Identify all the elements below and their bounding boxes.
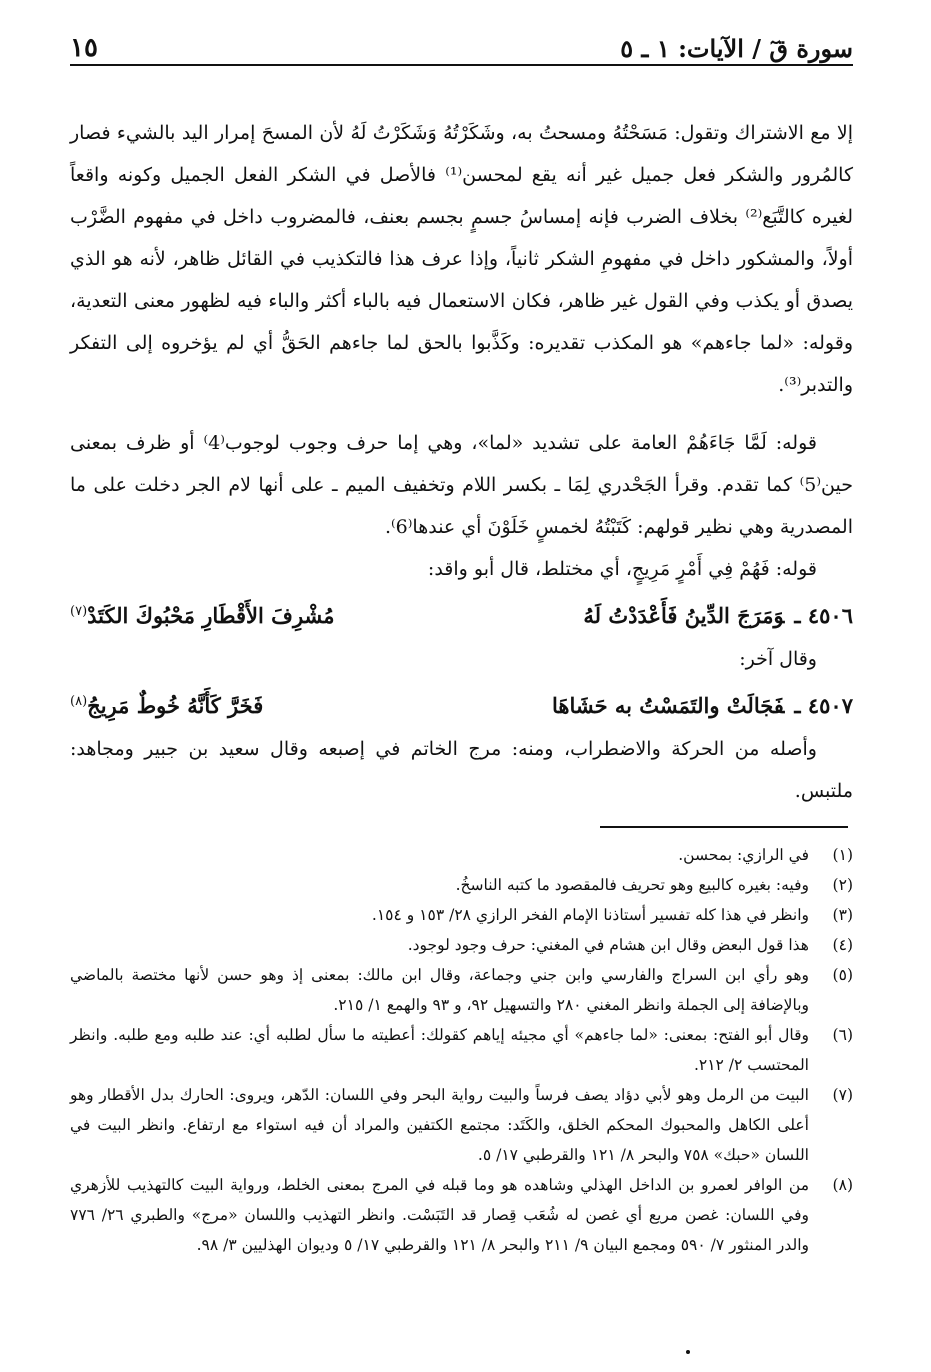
verse-second-hemistich: فَخَرَّ كَأَنَّهُ خُوطٌ مَرِيجُ$^{(٨)}$ bbox=[70, 693, 264, 718]
verse-first-hemistich: ٤٥٠٧ ـفَجَالَتْ والتَمَسْتُ به حَشَاهَا bbox=[551, 693, 853, 718]
footnote: (١) في الرازي: بمحسن. bbox=[678, 846, 853, 864]
paragraph: وأصله من الحركة والاضطراب، ومنه: مرج الخاتم في إصبعه وقال سعيد بن جبير ومجاهد: ملتبس. bbox=[70, 738, 853, 802]
footnote: (٧) البيت من الرمل وهو لأبي دؤاد يصف فرساً والبيت رواية البحر وفي اللسان: الدّهر، ويروى: الحارك بدل الأقطار وهو أعلى الكاهل والمحبوك المحكم الخلق، والكَتَد: مجتمع الكتفين والمراد أن فيه استواء مع ارتفاع. وانظر البيت في اللسان «حبك» ٧٥٨ والبحر ٨/ ١٢١ والقرطبي ١٧/ ٥. bbox=[70, 1086, 853, 1164]
running-title: سورة قٓ / الآيات: ١ ـ ٥ bbox=[620, 33, 853, 63]
main-text bbox=[70, 112, 853, 812]
footnote: (٣) وانظر في هذا كله تفسير أستاذنا الإمام الفخر الرازي ٢٨/ ١٥٣ و ١٥٤. bbox=[371, 906, 853, 924]
header-rule bbox=[70, 64, 853, 66]
footnote: (٨) من الوافر لعمرو بن الداخل الهذلي وشاهده هو وما قبله في المرج بمعنى الخلط، ورواية البيت كالتهذيب للأزهري وفي اللسان: غصن مريع أي غصن له شُعَب قِصار قد التَبَسْت. وانظر التهذيب واللسان «مرج» والطبري ٢٦/ ٧٧٦ والدر المنثور ٧/ ٥٩٠ ومجمع البيان ٩/ ٢١١ والبحر ٨/ ١٢١ والقرطبي ١٧/ ٥ وديوان الهذليين ٣/ ٩٨. bbox=[70, 1176, 853, 1254]
paragraph: قوله: فَهُمْ فِي أَمْرٍ مَرِيجٍ، أي مختلط، قال أبو واقد: bbox=[427, 558, 817, 580]
footnotes bbox=[70, 840, 853, 1260]
paragraph: وقال آخر: bbox=[739, 648, 817, 670]
footnote: (٤) هذا قول البعض وقال ابن هشام في المغني: حرف وجود لوجود. bbox=[407, 936, 853, 954]
footnote: (٥) وهو رأي ابن السراج والفارسي وابن جني وجماعة، وقال ابن مالك: بمعنى إذ وهو حسن لأنها مختصة بالماضي وبالإضافة إلى الجملة وانظر المغني ٢٨٠ والتسهيل ٩٢، و ٩٣ والهمع ١/ ٢١٥. bbox=[70, 966, 853, 1014]
verse-second-hemistich: مُشْرِفَ الأَقْطَارِ مَحْبُوكَ الكَتَدْ$^{(٧)}$ bbox=[70, 603, 335, 628]
poetry-verse bbox=[70, 590, 853, 638]
footnote-ref: (٧) bbox=[70, 604, 88, 619]
footnote: (٦) وقال أبو الفتح: بمعنى: «لما جاءهم» أي مجيئه إياهم كقولك: أعطيته ما سأل لطلبه أي: عند طلبه ومع طلبه. وانظر المحتسب ٢/ ٢١٢. bbox=[70, 1026, 853, 1074]
verse-number: ٤٥٠٦ ـ bbox=[794, 603, 853, 628]
paragraph: قوله: لَمَّا جَاءَهُمْ العامة على تشديد «لما»، وهي إما حرف وجوب لوجوب⁽4⁾ أو ظرف بمعنى حين⁽5⁾ كما تقدم. وقرأ الجَحْدري لِمَا ـ بكسر اللام وتخفيف الميم ـ على أنها لام الجر دخلت على ما المصدرية وهي نظير قولهم: كَتَبْتُهُ لخمسٍ خَلَوْنَ أي عندها⁽6⁾. bbox=[70, 432, 853, 538]
verse-first-hemistich: ٤٥٠٦ ـوَمَرَجَ الدِّينُ فَأَعْدَدْتُ لَهُ bbox=[583, 603, 853, 628]
poetry-verse bbox=[70, 680, 853, 728]
footnote: (٢) وفيه: بغيره كالبيع وهو تحريف فالمقصود ما كتبه الناسخُ. bbox=[455, 876, 853, 894]
page-number: ١٥ bbox=[70, 33, 98, 63]
footnote-separator bbox=[600, 826, 848, 828]
page-dot bbox=[686, 1350, 690, 1354]
paragraph: إلا مع الاشتراك وتقول: مَسَحْتُهُ ومسحتُ به، وشَكَرْتُهُ وَشَكَرْتُ لَهُ لأن المسحَ إمرار اليد بالشيء فصار كالمُرور والشكر فعل جميل غير أنه يقع لمحسن⁽¹⁾ فالأصل في الشكر الفعل الجميل وكونه واقعاً لغيره كالتَّبَع⁽²⁾ بخلاف الضرب فإنه إمساسُ جسمٍ بجسم بعنف، فالمضروب داخل في مفهوم الضَّرْب أولاً، والمشكور داخل في مفهومِ الشكر ثانياً، وإذا عرف هذا فالتكذيب في القائل ظاهر، لأنه هو الذي يصدق أو يكذب وفي القول غير ظاهر، فكان الاستعمال فيه بالباء أكثر والباء فيه لظهور معنى التعدية، وقوله: «لما جاءهم» هو المكذب تقديره: وكَذَّبوا بالحق لما جاءهم الحَقُّ أي لم يؤخروه إلى التفكر والتدبر⁽³⁾. bbox=[70, 122, 853, 396]
footnote-ref: (٨) bbox=[70, 694, 88, 709]
page-header bbox=[70, 28, 853, 68]
verse-number: ٤٥٠٧ ـ bbox=[794, 693, 853, 718]
